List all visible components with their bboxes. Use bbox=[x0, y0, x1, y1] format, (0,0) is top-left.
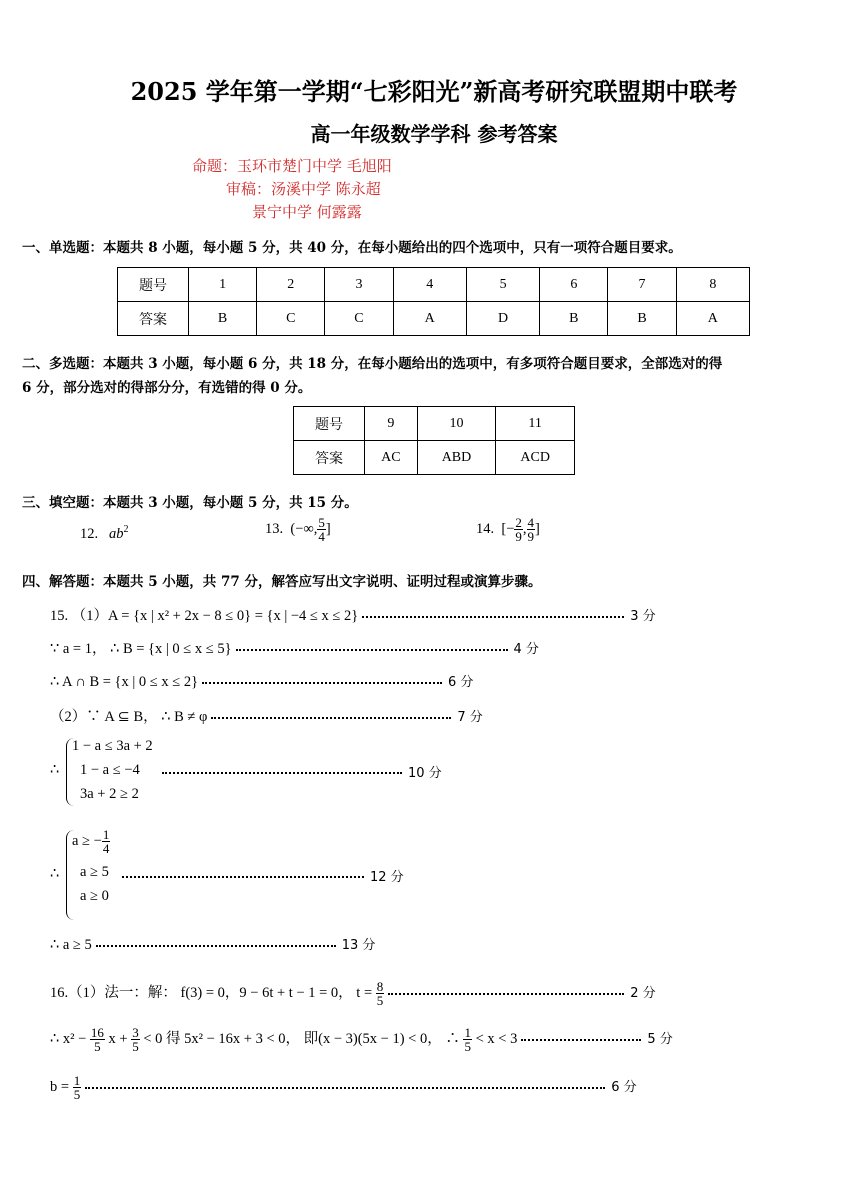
answer-14-prefix: [− bbox=[501, 520, 515, 537]
author-line-3: 景宁中学 何露露 bbox=[252, 203, 362, 221]
q16-line3 bbox=[50, 1074, 637, 1101]
answer-cell: D bbox=[466, 302, 539, 336]
q16-step2e: < x < 3 bbox=[475, 1030, 518, 1047]
question-number: 6 bbox=[540, 268, 608, 302]
dotted-leader bbox=[85, 1087, 605, 1089]
answer-13-prefix: (−∞, bbox=[290, 520, 318, 537]
dotted-leader bbox=[162, 772, 402, 774]
section2-heading-line1: 二、多选题：本题共 3 小题，每小题 6 分，共 18 分，在每小题给出的选项中，有多项符合题目要求，全部选对的得 bbox=[22, 356, 723, 372]
q15-line7 bbox=[50, 934, 375, 954]
numerator: 5 bbox=[318, 515, 325, 530]
table-row bbox=[294, 441, 575, 475]
table-row bbox=[294, 407, 575, 441]
numerator: 2 bbox=[515, 515, 522, 530]
q15-score-line5 bbox=[158, 762, 442, 781]
question-number: 7 bbox=[608, 268, 676, 302]
answer-cell: A bbox=[676, 302, 749, 336]
system2-eq2: a ≥ 5 bbox=[80, 864, 109, 880]
document-title: 2025 学年第一学期“七彩阳光”新高考研究联盟期中联考 bbox=[130, 77, 738, 106]
answer-12-exponent: 2 bbox=[123, 524, 129, 535]
author-line-1: 命题：玉环市楚门中学 毛旭阳 bbox=[192, 157, 392, 175]
numerator: 3 bbox=[132, 1025, 139, 1040]
numerator: 16 bbox=[90, 1025, 104, 1040]
therefore-symbol: ∴ bbox=[50, 866, 60, 882]
question-number: 1 bbox=[189, 268, 257, 302]
q15-score-line6 bbox=[118, 866, 404, 885]
denominator: 5 bbox=[376, 993, 384, 1008]
fraction bbox=[376, 980, 385, 1007]
denominator: 9 bbox=[515, 529, 522, 544]
section2-answer-table bbox=[293, 406, 575, 475]
q15-line3 bbox=[50, 671, 473, 691]
table-row bbox=[118, 302, 750, 336]
answer-cell: A bbox=[393, 302, 466, 336]
q15-line1 bbox=[50, 604, 656, 625]
section2-heading-line2: 6 分，部分选对的得部分分，有选错的得 0 分。 bbox=[22, 380, 312, 396]
system1-eq2: 1 − a ≤ −4 bbox=[80, 762, 140, 778]
answer-13-suffix: ] bbox=[325, 520, 331, 537]
denominator: 9 bbox=[527, 529, 535, 544]
numerator: 4 bbox=[527, 515, 535, 530]
row-label: 题号 bbox=[294, 407, 365, 441]
answer-cell: C bbox=[257, 302, 325, 336]
dotted-leader bbox=[236, 649, 508, 651]
denominator: 5 bbox=[132, 1039, 139, 1054]
score-label: 12 分 bbox=[370, 870, 404, 885]
score-label: 6 分 bbox=[611, 1079, 637, 1095]
answer-cell: AC bbox=[365, 441, 418, 475]
answer-14-suffix: ] bbox=[535, 520, 540, 537]
dotted-leader bbox=[362, 616, 624, 618]
dotted-leader bbox=[202, 682, 442, 684]
fraction bbox=[131, 1026, 140, 1053]
numerator: 1 bbox=[464, 1025, 471, 1040]
numerator: 8 bbox=[376, 979, 384, 994]
document-subtitle: 高一年级数学学科 参考答案 bbox=[310, 122, 558, 146]
section3-heading: 三、填空题：本题共 3 小题，每小题 5 分，共 15 分。 bbox=[22, 495, 358, 511]
denominator: 4 bbox=[318, 529, 325, 544]
denominator: 4 bbox=[102, 841, 110, 856]
section1-answer-table bbox=[117, 267, 750, 336]
q15-line4 bbox=[50, 705, 483, 726]
q16-line1 bbox=[50, 980, 656, 1007]
answer-12 bbox=[80, 524, 129, 543]
question-number: 3 bbox=[325, 268, 393, 302]
fraction bbox=[102, 828, 111, 855]
dotted-leader bbox=[96, 945, 336, 947]
denominator: 5 bbox=[94, 1039, 101, 1054]
score-label: 4 分 bbox=[513, 642, 539, 657]
section4-heading: 四、解答题：本题共 5 小题，共 77 分，解答应写出文字说明、证明过程或演算步骤。 bbox=[22, 574, 542, 590]
score-label: 13 分 bbox=[341, 938, 376, 953]
question-number: 10 bbox=[417, 407, 496, 441]
answer-13-number: 13. bbox=[265, 520, 284, 537]
answer-cell: ACD bbox=[496, 441, 575, 475]
q16-step3: b = bbox=[50, 1078, 70, 1095]
question-number: 2 bbox=[257, 268, 325, 302]
q16-step2b: x + bbox=[108, 1030, 128, 1047]
answer-14-separator: , bbox=[522, 520, 527, 537]
q16-step2a: ∴ x² − bbox=[50, 1030, 87, 1047]
row-label: 题号 bbox=[118, 268, 189, 302]
question-number: 5 bbox=[466, 268, 539, 302]
q15-step2: ∵ a = 1， ∴ B = {x | 0 ≤ x ≤ 5} bbox=[50, 641, 232, 657]
fraction bbox=[463, 1026, 472, 1053]
fraction bbox=[90, 1026, 105, 1053]
dotted-leader bbox=[388, 993, 624, 995]
score-label: 5 分 bbox=[647, 1031, 673, 1047]
row-label: 答案 bbox=[118, 302, 189, 336]
table-row bbox=[118, 268, 750, 302]
numerator: 1 bbox=[73, 1073, 81, 1088]
score-label: 3 分 bbox=[630, 609, 656, 624]
score-label: 6 分 bbox=[448, 675, 474, 690]
q15-step1: 15. （1）A = {x | x² + 2x − 8 ≤ 0} = {x | −4 ≤ x ≤ 2} bbox=[50, 608, 359, 624]
answer-cell: ABD bbox=[417, 441, 496, 475]
answer-cell: C bbox=[325, 302, 393, 336]
answer-cell: B bbox=[608, 302, 676, 336]
q16-step2c: < 0 得 5x² − 16x + 3 < 0， 即(x − 3)(5x − 1) < 0， ∴ bbox=[143, 1030, 460, 1047]
q16-step1: 16.（1）法一：解： f(3) = 0，9 − 6t + t − 1 = 0， t = bbox=[50, 984, 373, 1001]
denominator: 5 bbox=[464, 1039, 471, 1054]
answer-cell: B bbox=[540, 302, 608, 336]
dotted-leader bbox=[521, 1039, 641, 1041]
answer-14-number: 14. bbox=[476, 520, 495, 537]
answer-12-value: ab bbox=[109, 525, 124, 542]
therefore-symbol: ∴ bbox=[50, 762, 60, 778]
dotted-leader bbox=[211, 717, 451, 719]
denominator: 5 bbox=[73, 1087, 81, 1102]
q15-step4: （2）∵ A ⊆ B， ∴ B ≠ φ bbox=[50, 709, 208, 725]
answer-cell: B bbox=[189, 302, 257, 336]
q15-step7: ∴ a ≥ 5 bbox=[50, 937, 92, 953]
answer-13 bbox=[265, 516, 331, 543]
question-number: 8 bbox=[676, 268, 749, 302]
system2-eq3: a ≥ 0 bbox=[80, 888, 109, 904]
question-number: 11 bbox=[496, 407, 575, 441]
dotted-leader bbox=[122, 876, 364, 878]
system2-eq1-prefix: a ≥ − bbox=[72, 832, 102, 849]
q15-step3: ∴ A ∩ B = {x | 0 ≤ x ≤ 2} bbox=[50, 674, 199, 690]
numerator: 1 bbox=[102, 827, 110, 842]
score-label: 10 分 bbox=[408, 766, 442, 781]
q15-line2 bbox=[50, 637, 539, 658]
question-number: 9 bbox=[365, 407, 418, 441]
fraction bbox=[514, 516, 523, 543]
row-label: 答案 bbox=[294, 441, 365, 475]
answer-14 bbox=[476, 516, 540, 543]
score-label: 7 分 bbox=[457, 710, 483, 725]
q16-line2 bbox=[50, 1026, 673, 1053]
system1-eq1: 1 − a ≤ 3a + 2 bbox=[72, 738, 153, 754]
author-line-2: 审稿：汤溪中学 陈永超 bbox=[226, 180, 381, 198]
question-number: 4 bbox=[393, 268, 466, 302]
fraction bbox=[317, 516, 326, 543]
score-label: 2 分 bbox=[630, 985, 656, 1001]
section1-heading: 一、单选题：本题共 8 小题，每小题 5 分，共 40 分，在每小题给出的四个选项中，只有一项符合题目要求。 bbox=[22, 240, 682, 256]
system2-eq1 bbox=[72, 828, 110, 855]
system1-eq3: 3a + 2 ≥ 2 bbox=[80, 786, 139, 802]
fraction bbox=[527, 516, 536, 543]
fraction bbox=[73, 1074, 82, 1101]
answer-12-number: 12. bbox=[80, 525, 99, 542]
